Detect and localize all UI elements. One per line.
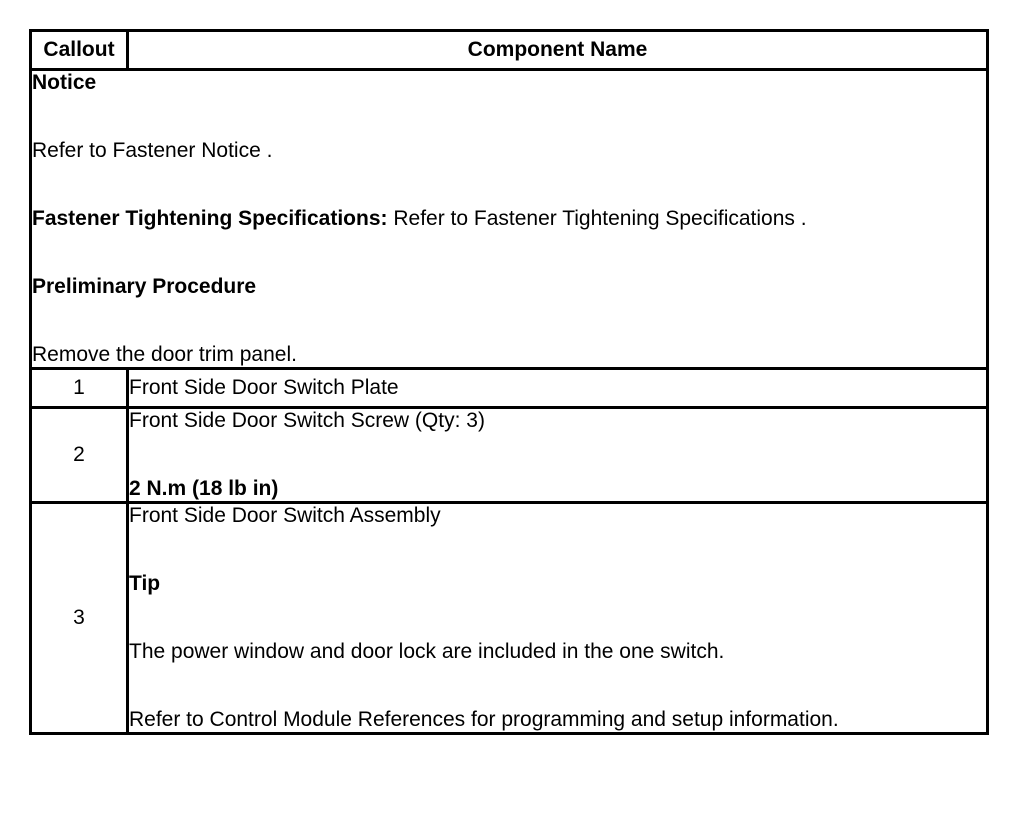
notice-text: Refer to Fastener Notice . [32, 139, 273, 162]
spec-label: Fastener Tightening Specifications: [32, 207, 388, 230]
header-row [31, 31, 988, 70]
torque-spec: 2 N.m (18 lb in) [129, 477, 279, 500]
notice-title: Notice [32, 71, 97, 94]
component-cell [128, 408, 988, 503]
table-row [31, 503, 988, 734]
spec-text: Refer to Fastener Tightening Specifications . [387, 207, 807, 230]
table-row [31, 369, 988, 408]
component-name-header: Component Name [128, 31, 988, 70]
tip-line: Refer to Control Module References for programming and setup information. [129, 708, 839, 731]
component-name: Front Side Door Switch Plate [129, 376, 399, 399]
intro-cell [31, 70, 988, 369]
component-name: Front Side Door Switch Screw (Qty: 3) [129, 409, 485, 432]
intro-row [31, 70, 988, 369]
callout-number: 3 [31, 503, 128, 734]
component-name: Front Side Door Switch Assembly [129, 504, 441, 527]
spec-line [32, 207, 986, 231]
tip-title: Tip [129, 572, 161, 595]
preliminary-title: Preliminary Procedure [32, 275, 257, 298]
callout-number: 1 [31, 369, 128, 408]
tip-line: The power window and door lock are included in the one switch. [129, 640, 725, 663]
preliminary-text: Remove the door trim panel. [32, 343, 297, 366]
table-row [31, 408, 988, 503]
component-cell [128, 503, 988, 734]
callout-number: 2 [31, 408, 128, 503]
component-table [29, 29, 989, 735]
component-cell [128, 369, 988, 408]
callout-header: Callout [31, 31, 128, 70]
